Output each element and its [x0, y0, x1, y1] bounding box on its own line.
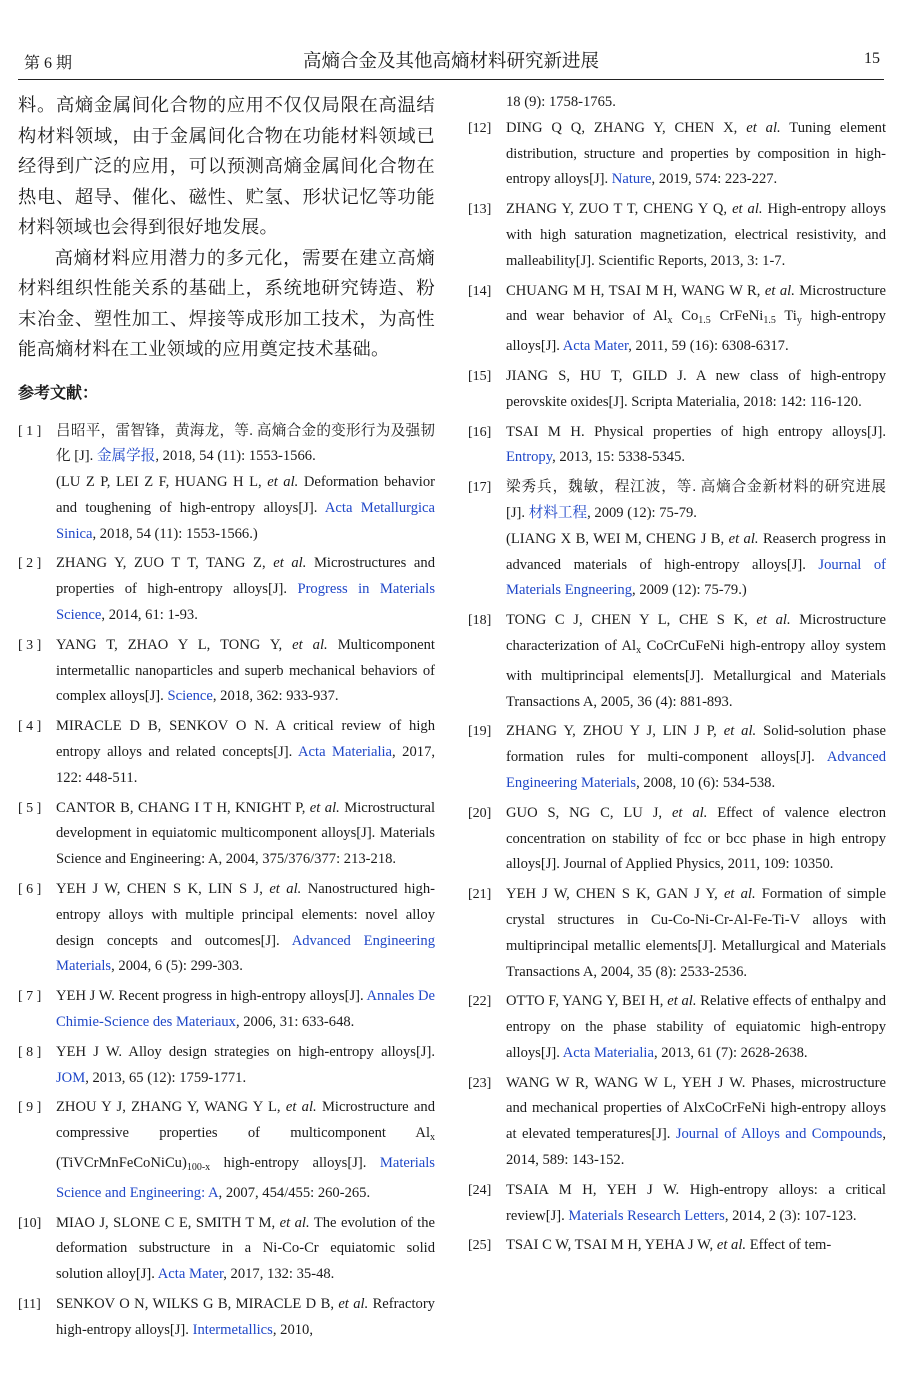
et-al-text: et al.: [267, 474, 299, 491]
subscript-text: x: [430, 1132, 435, 1144]
reference-segment: MIAO J, SLONE C E, SMITH T M,: [56, 1214, 276, 1231]
et-al-text: et al.: [269, 881, 302, 898]
reference-item: [18, 551, 435, 628]
reference-segment: WANG W R, WANG W L, YEH J W. Phases, microstructure and mechanical properties of AlxCoCrFeNi high-entropy alloys at elevated temperatures[J].: [506, 1074, 886, 1143]
reference-number: [18]: [468, 613, 492, 629]
reference-segment: , 2004, 6 (5): 299-303.: [111, 958, 243, 975]
reference-text: [56, 551, 435, 628]
reference-segment: Microstructural development in equiatomic multicomponent alloys[J]. Materials Science and Engineering: A, 2004, 375/376/377: 213-218.: [56, 799, 436, 868]
journal-link[interactable]: Entropy: [506, 449, 553, 466]
reference-text: [56, 714, 435, 791]
journal-link[interactable]: Annales De Chimie-Science des Materiaux: [56, 988, 436, 1031]
reference-item: [468, 719, 886, 796]
reference-item: [468, 420, 886, 472]
reference-segment: TSAI M H. Physical properties of high entropy alloys[J].: [506, 423, 886, 440]
reference-number: [ 5 ]: [18, 800, 42, 816]
reference-segment: , 2018, 54 (11): 1553-1566.: [155, 448, 316, 465]
reference-segment: , 2009 (12): 75-79.): [632, 582, 747, 599]
reference-text: [56, 1292, 435, 1344]
left-column: [18, 90, 435, 1348]
reference-segment: , 2009 (12): 75-79.: [587, 504, 697, 521]
journal-link[interactable]: Advanced Engineering Materials: [56, 932, 435, 975]
journal-link[interactable]: Journal of Materials Engneering: [506, 556, 886, 599]
reference-segment: Ti: [784, 308, 797, 325]
reference-segment: , 2010,: [272, 1321, 313, 1338]
journal-link[interactable]: JOM: [56, 1069, 86, 1086]
issue-number: 第 6 期: [24, 55, 73, 72]
reference-segment: DING Q Q, ZHANG Y, CHEN X,: [506, 119, 738, 136]
reference-item: [468, 989, 886, 1066]
running-header: [0, 0, 902, 80]
reference-number: [25]: [468, 1238, 492, 1254]
journal-link[interactable]: Intermetallics: [192, 1321, 273, 1338]
reference-segment: Reaserch progress in advanced materials of high-entropy alloys[J].: [506, 530, 887, 573]
reference-segment: Nanostructured high-entropy alloys with multiple principal elements: novel alloy design concepts and outcomes[J].: [56, 881, 435, 949]
right-column: [468, 90, 886, 1263]
reference-number: [ 2 ]: [18, 556, 42, 572]
reference-item: [468, 801, 886, 878]
reference-segment: Multicomponent intermetallic nanoparticles and superb mechanical behaviors of complex alloys[J].: [56, 636, 435, 705]
reference-number: [16]: [468, 424, 492, 440]
reference-text: [506, 475, 886, 527]
reference-number: [11]: [18, 1297, 41, 1312]
et-al-text: et al.: [723, 723, 757, 740]
journal-link[interactable]: Materials Research Letters: [568, 1207, 725, 1224]
journal-link[interactable]: Advanced Engineering Materials: [506, 749, 887, 791]
reference-segment: YEH J W, CHEN S K, GAN J Y,: [506, 886, 718, 903]
reference-item: [468, 197, 886, 274]
reference-segment: TSAI C W, TSAI M H, YEHA J W,: [506, 1237, 714, 1254]
reference-segment: Formation of simple crystal structures in Cu-Co-Ni-Cr-Al-Fe-Ti-V alloys with multiprincipal metallic elements[J]. Metallurgical and Materials Transactions A, 2004, 35 (8): 2533-2536.: [506, 886, 886, 980]
reference-segment: (TiVCrMnFeCoNiCu): [56, 1155, 187, 1172]
reference-continuation: 18 (9): 1758-1765.: [506, 94, 616, 110]
reference-segment: ZHANG Y, ZHOU Y J, LIN J P,: [506, 723, 717, 740]
reference-translation: [506, 527, 886, 604]
reference-item: [468, 1178, 886, 1230]
reference-segment: YANG T, ZHAO Y L, TONG Y,: [56, 636, 283, 653]
journal-link[interactable]: Acta Metallurgica Sinica: [56, 499, 436, 542]
journal-link[interactable]: Acta Mater: [562, 338, 629, 355]
reference-number: [20]: [468, 805, 492, 821]
reference-segment: YEH J W, CHEN S K, LIN S J,: [56, 881, 263, 898]
reference-segment: , 2017, 122: 448-511.: [56, 744, 436, 786]
subscript-text: 100-x: [186, 1162, 211, 1174]
reference-segment: 吕昭平，雷智锋，黄海龙，等. 高熵合金的变形行为及强韧化 [J].: [56, 422, 435, 465]
reference-segment: , 2013, 15: 5338-5345.: [552, 449, 686, 466]
reference-number: [ 9 ]: [18, 1100, 42, 1116]
reference-text: [506, 197, 886, 274]
reference-text: [506, 989, 886, 1066]
reference-segment: , 2018, 54 (11): 1553-1566.): [92, 525, 258, 542]
reference-number: [19]: [468, 724, 492, 740]
reference-segment: High-entropy alloys with high saturation magnetization, electrical resistivity, and malleability[J]. Scientific Reports, 2013, 3: 1-7.: [506, 201, 886, 269]
reference-segment: Deformation behavior and toughening of high-entropy alloys[J].: [56, 474, 436, 516]
journal-link[interactable]: Progress in Materials Science: [56, 581, 435, 624]
reference-segment: ZHANG Y, ZUO T T, CHENG Y Q,: [506, 201, 728, 218]
reference-segment: The evolution of the deformation substructure in a Ni-Co-Cr equiatomic solid solution alloy[J].: [56, 1214, 436, 1283]
reference-text: [506, 1071, 886, 1174]
reference-number: [ 7 ]: [18, 989, 42, 1005]
reference-item: [468, 279, 886, 360]
subscript-text: x: [667, 315, 673, 327]
reference-translation: [56, 470, 435, 547]
reference-text: [506, 279, 886, 360]
references-heading: 参考文献：: [18, 384, 99, 402]
et-al-text: et al.: [732, 201, 763, 218]
et-al-text: et al.: [723, 886, 756, 903]
reference-segment: 梁秀兵，魏敏，程江波，等. 高熵合金新材料的研究进展 [J].: [506, 479, 886, 521]
reference-segment: , 2018, 362: 933-937.: [212, 688, 339, 705]
reference-segment: Solid-solution phase formation rules for multi-component alloys[J].: [506, 723, 886, 766]
et-al-text: et al.: [292, 636, 328, 653]
reference-number: [23]: [468, 1075, 492, 1091]
reference-segment: Tuning element distribution, structure and properties by composition in high-entropy alloys[J].: [506, 119, 887, 188]
reference-item: [18, 1211, 435, 1288]
reference-segment: (LIANG X B, WEI M, CHENG J B,: [506, 530, 725, 547]
reference-segment: , 2006, 31: 633-648.: [235, 1014, 355, 1031]
et-al-text: et al.: [764, 282, 795, 299]
reference-text: [56, 1211, 435, 1288]
et-al-text: et al.: [716, 1237, 747, 1254]
reference-segment: Microstructure characterization of Al: [506, 612, 886, 654]
reference-segment: high-entropy alloys[J].: [506, 308, 886, 355]
reference-segment: TONG C J, CHEN Y L, CHE S K,: [506, 612, 748, 629]
reference-text: [506, 608, 886, 715]
reference-text: [506, 116, 886, 193]
reference-segment: YEH J W. Alloy design strategies on high-entropy alloys[J].: [56, 1043, 435, 1060]
journal-link[interactable]: Nature: [611, 171, 652, 188]
reference-number: [10]: [18, 1215, 42, 1231]
reference-item: [18, 419, 435, 548]
reference-item: [468, 475, 886, 604]
reference-text: [56, 1095, 435, 1206]
reference-segment: , 2007, 454/455: 260-265.: [218, 1184, 371, 1201]
reference-number: [21]: [468, 887, 492, 903]
reference-number: [14]: [468, 283, 492, 299]
reference-number: [ 1 ]: [18, 423, 42, 439]
reference-segment: OTTO F, YANG Y, BEI H,: [506, 993, 664, 1010]
reference-segment: Microstructure and wear behavior of Al: [506, 282, 887, 325]
reference-segment: ZHOU Y J, ZHANG Y, WANG Y L,: [56, 1099, 281, 1116]
reference-list-right: [468, 116, 886, 1259]
reference-item: [468, 882, 886, 985]
header-rule: [18, 79, 884, 80]
et-al-text: et al.: [338, 1296, 369, 1312]
reference-item: [468, 1071, 886, 1174]
reference-text: [506, 1178, 886, 1230]
reference-text: [56, 419, 435, 471]
reference-item: [18, 796, 435, 873]
reference-text: [506, 719, 886, 796]
reference-segment: , 2008, 10 (6): 534-538.: [636, 774, 776, 791]
reference-item: [468, 116, 886, 193]
reference-text: [56, 877, 435, 980]
subscript-text: x: [636, 644, 642, 656]
journal-link[interactable]: Acta Materialia: [298, 744, 393, 761]
reference-segment: ZHANG Y, ZUO T T, TANG Z,: [56, 555, 266, 572]
subscript-text: 1.5: [763, 315, 776, 327]
reference-text: [506, 364, 886, 416]
journal-link[interactable]: Science: [167, 688, 213, 705]
reference-segment: YEH J W. Recent progress in high-entropy alloys[J].: [56, 988, 364, 1005]
reference-segment: Microstructures and properties of high-entropy alloys[J].: [56, 555, 435, 598]
reference-item: [18, 633, 435, 710]
reference-text: [506, 420, 886, 472]
journal-link[interactable]: 金属学报: [96, 448, 156, 465]
reference-segment: GUO S, NG C, LU J,: [506, 804, 663, 821]
reference-text: [506, 1233, 886, 1259]
reference-segment: Effect of valence electron concentration on stability of fcc or bcc phase in high entropy alloys[J]. Journal of Applied Physics, 2011, 109: 10350.: [506, 804, 886, 873]
journal-link[interactable]: Acta Materialia: [562, 1044, 654, 1061]
reference-item: [468, 1233, 886, 1259]
reference-segment: TSAIA M H, YEH J W. High-entropy alloys: a critical review[J].: [506, 1181, 886, 1224]
reference-segment: , 2013, 65 (12): 1759-1771.: [85, 1069, 247, 1086]
reference-segment: , 2019, 574: 223-227.: [651, 171, 778, 188]
subscript-text: y: [796, 315, 802, 327]
reference-segment: Microstructure and compressive properties of multicomponent Al: [56, 1099, 435, 1142]
reference-segment: CrFeNi: [719, 308, 764, 325]
et-al-text: et al.: [273, 555, 307, 572]
reference-segment: , 2013, 61 (7): 2628-2638.: [653, 1044, 808, 1061]
reference-segment: , 2014, 589: 143-152.: [506, 1126, 886, 1169]
reference-number: [17]: [468, 480, 492, 496]
reference-item: [18, 1292, 435, 1344]
et-al-text: et al.: [728, 530, 759, 547]
reference-number: [12]: [468, 120, 492, 136]
reference-item: [18, 984, 435, 1036]
reference-number: [13]: [468, 202, 492, 218]
et-al-text: et al.: [756, 612, 791, 629]
et-al-text: et al.: [667, 993, 697, 1010]
reference-segment: CANTOR B, CHANG I T H, KNIGHT P,: [56, 799, 306, 816]
reference-segment: SENKOV O N, WILKS G B, MIRACLE D B,: [56, 1296, 334, 1312]
et-al-text: et al.: [279, 1214, 310, 1231]
journal-link[interactable]: 材料工程: [528, 504, 588, 521]
reference-number: [ 3 ]: [18, 637, 42, 653]
reference-text: [56, 984, 435, 1036]
reference-segment: high-entropy alloys[J].: [223, 1155, 367, 1172]
reference-segment: Effect of tem-: [749, 1237, 832, 1254]
reference-number: [ 6 ]: [18, 882, 42, 898]
reference-item: [18, 877, 435, 980]
reference-text: [506, 882, 886, 985]
et-al-text: et al.: [746, 119, 781, 136]
reference-segment: MIRACLE D B, SENKOV O N. A critical review of high entropy alloys and related concepts[J].: [56, 718, 435, 761]
reference-item: [468, 364, 886, 416]
body-paragraph: 料。高熵金属间化合物的应用不仅仅局限在高温结构材料领域，由于金属间化合物在功能材料领域已经得到广泛的应用，可以预测高熵金属间化合物在热电、超导、催化、磁性、贮氢、形状记忆等功能材料领域也会得到很好地发展。: [18, 95, 435, 237]
reference-number: [15]: [468, 368, 492, 384]
reference-item: [468, 608, 886, 715]
journal-link[interactable]: Acta Mater: [157, 1266, 224, 1283]
et-al-text: et al.: [309, 799, 340, 816]
reference-segment: , 2014, 61: 1-93.: [101, 607, 198, 624]
reference-segment: , 2017, 132: 35-48.: [223, 1266, 335, 1283]
page-number: 15: [864, 50, 880, 67]
reference-number: [ 8 ]: [18, 1044, 42, 1060]
reference-item: [18, 1040, 435, 1092]
reference-number: [ 4 ]: [18, 719, 42, 735]
subscript-text: 1.5: [698, 315, 711, 327]
reference-text: [56, 796, 435, 873]
reference-list-left: [18, 419, 435, 1344]
reference-segment: JIANG S, HU T, GILD J. A new class of high-entropy perovskite oxides[J]. Scripta Materialia, 2018: 142: 116-120.: [506, 367, 886, 410]
reference-text: [506, 801, 886, 878]
reference-segment: CHUANG M H, TSAI M H, WANG W R,: [506, 282, 761, 299]
reference-segment: CoCrCuFeNi high-entropy alloy system with multiprincipal elements[J]. Metallurgical and Materials Transactions A, 2005, 36 (4): 881-893.: [506, 637, 886, 710]
body-paragraph: 高熵材料应用潜力的多元化，需要在建立高熵材料组织性能关系的基础上，系统地研究铸造、粉末冶金、塑性加工、焊接等成形加工技术，为高性能高熵材料在工业领域的应用奠定技术基础。: [18, 247, 435, 359]
running-title: 高熵合金及其他高熵材料研究新进展: [302, 52, 599, 72]
reference-segment: Co: [681, 308, 699, 325]
reference-text: [56, 633, 435, 710]
reference-item: [18, 714, 435, 791]
reference-segment: Relative effects of enthalpy and entropy on the phase stability of equiatomic high-entropy alloys[J].: [506, 993, 887, 1061]
et-al-text: et al.: [285, 1099, 317, 1116]
reference-text: [56, 1040, 435, 1092]
reference-segment: , 2014, 2 (3): 107-123.: [724, 1207, 857, 1224]
reference-number: [24]: [468, 1182, 492, 1198]
reference-item: [18, 1095, 435, 1206]
et-al-text: et al.: [671, 804, 708, 821]
reference-number: [22]: [468, 994, 492, 1010]
journal-link[interactable]: Materials Science and Engineering: A: [56, 1155, 435, 1201]
reference-segment: (LU Z P, LEI Z F, HUANG H L,: [56, 474, 262, 491]
reference-segment: Refractory high-entropy alloys[J].: [56, 1296, 435, 1338]
reference-segment: , 2011, 59 (16): 6308-6317.: [628, 338, 789, 355]
journal-link[interactable]: Journal of Alloys and Compounds: [675, 1126, 883, 1143]
